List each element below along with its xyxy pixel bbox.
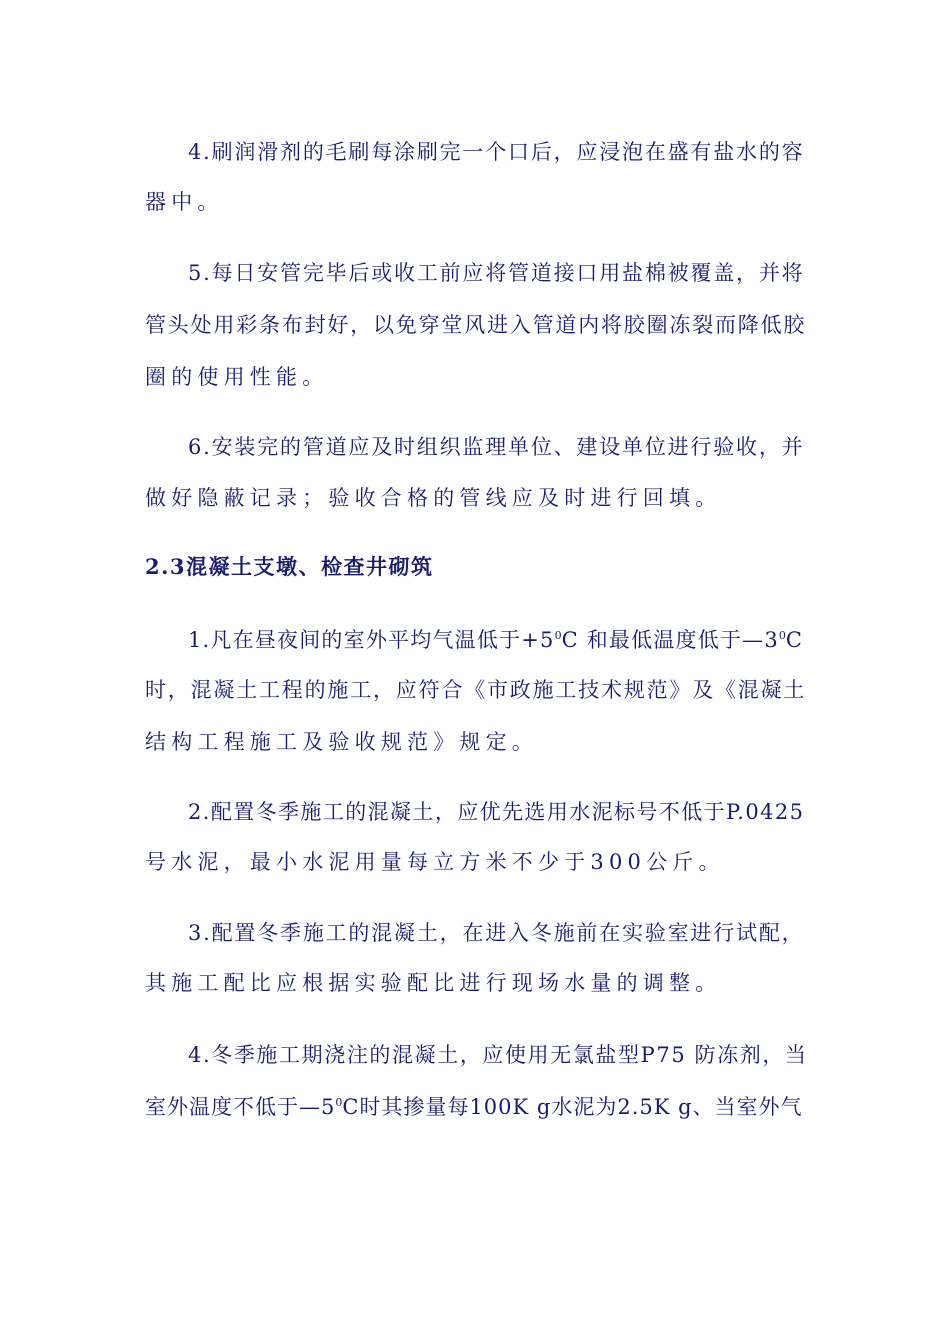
item-2-line-1: 2.配置冬季施工的混凝土，应优先选用水泥标号不低于P.0425	[188, 800, 805, 824]
paragraph-6-line-2: 做好隐蔽记录；验收合格的管线应及时进行回填。	[145, 486, 722, 510]
item-4-line-2	[145, 1092, 803, 1122]
degree-superscript: 0	[554, 629, 562, 642]
item-4-line-2-part-b: C时其掺量每100K g水泥为2.5K g、当室外气	[342, 1095, 803, 1119]
degree-superscript: 0	[335, 1096, 343, 1109]
paragraph-6-line-1: 6.安装完的管道应及时组织监理单位、建设单位进行验收，并	[188, 435, 805, 459]
item-2-line-2: 号水泥，最小水泥用量每立方米不少于300公斤。	[145, 850, 725, 874]
item-4-line-2-part-a: 室外温度不低于—5	[145, 1095, 336, 1119]
section-heading: 2.3混凝土支墩、检查井砌筑	[145, 554, 434, 579]
item-4-line-1: 4.冬季施工期浇注的混凝土，应使用无氯盐型P75 防冻剂，当	[188, 1043, 808, 1067]
paragraph-4-line-1: 4.刷润滑剂的毛刷每涂刷完一个口后，应浸泡在盛有盐水的容	[188, 140, 805, 164]
item-3-line-2: 其施工配比应根据实验配比进行现场水量的调整。	[145, 971, 722, 995]
item-1-line-3: 结构工程施工及验收规范》规定。	[145, 730, 538, 754]
item-1-line-2: 时，混凝土工程的施工，应符合《市政施工技术规范》及《混凝土	[145, 678, 807, 702]
item-1-line-1-part-b: C 和最低温度低于—3	[561, 628, 779, 652]
degree-superscript: 0	[778, 629, 786, 642]
item-1-line-1-part-a: 1.凡在昼夜间的室外平均气温低于+5	[188, 628, 555, 652]
paragraph-5-line-2: 管头处用彩条布封好，以免穿堂风进入管道内将胶圈冻裂而降低胶	[145, 313, 807, 337]
paragraph-4-line-2: 器中。	[145, 190, 224, 214]
paragraph-5-line-3: 圈的使用性能。	[145, 365, 329, 389]
item-1-line-1	[188, 625, 803, 655]
item-1-line-1-part-c: C	[785, 628, 804, 652]
item-3-line-1: 3.配置冬季施工的混凝土，在进入冬施前在实验室进行试配，	[188, 921, 805, 945]
paragraph-5-line-1: 5.每日安管完毕后或收工前应将管道接口用盐棉被覆盖，并将	[188, 261, 805, 285]
